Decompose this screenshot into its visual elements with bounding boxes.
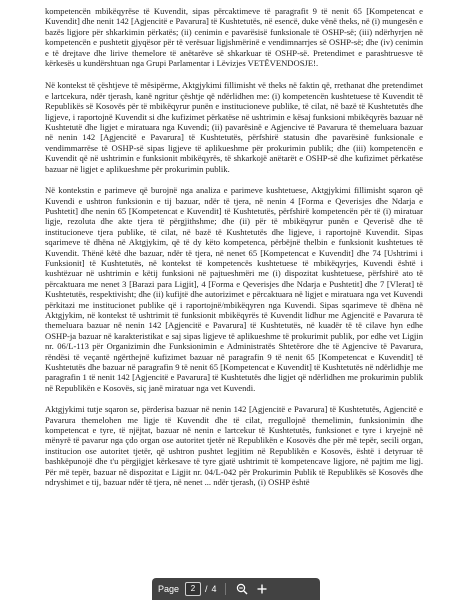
paragraph: Në kontekst të çështjeve të mësipërme, Aktgjykimi fillimisht vë theks në faktin që, rrethanat dhe pretendimet e lartcekura, ndër tjerash, kanë ngritur çështje që ndërlidhen me: (i) kompetencën kushtetuese të Kuvendit të Republikës së Kosovës për të mbikëqyrur punën e institucioneve publike, të cilat, në bazë të Kushtetutës dhe ligjeve, i raportojnë Kuvendit si dhe kufizimet përkatëse në ushtrimin e kësaj funksioni mbikëqyrës bazuar në Kushtetutë dhe ligjet e miratuara nga Kuvendi; (ii) pavarësinë e Agjencive të Pavarura të themeluara bazuar në nenin 142 [Agjencitë e Pavarura] të Kushtetutës, përfshirë statusin dhe pavarësinë funksionale e vendimmarrëse të OSHP-së sipas ligjeve të aplikueshme për prokurimin publik; dhe (iii) kompetencën e Kuvendit që në ushtrimin e funksionit mbikëqyrës, të shkarkojë anëtarët e OSHP-së dhe kufizimet përkatëse bazuar në ligjet e aplikueshme për prokurimin publik.: [45, 80, 423, 174]
page-label: Page: [158, 584, 180, 594]
zoom-in-icon: [256, 583, 268, 595]
zoom-in-button[interactable]: [254, 581, 270, 597]
document-body: [45, 6, 423, 498]
current-page-input[interactable]: 2: [185, 582, 201, 596]
paragraph: Në kontekstin e parimeve që burojnë nga analiza e parimeve kushtetuese, Aktgjykimi fillimisht sqaron që Kuvendi e ushtron funksionin e tij bazuar, ndër të tjera, në nenin 4 [Forma e Qeverisjes dhe Ndarja e Pushtetit] dhe nenin 65 [Kompetencat e Kuvendit] të Kushtetutës, përfshirë kompetencën për të (i) miratuar ligje, rezoluta dhe akte tjera të përgjithshme; dhe (ii) për të mbikëqyrur punën e Qeverisë dhe të institucioneve tjera publike, të cilat, në bazë të Kushtetutës dhe ligjeve, i raportojnë Kuvendit. Sipas sqarimeve të dhëna në Aktgjykim, që të dy këto kompetenca, përbëjnë thelbin e funksionit kushtetues të Kuvendit. Thënë këtë dhe bazuar, ndër të tjera, në nenet 65 [Kompetencat e Kuvendit] dhe 74 [Ushtrimi i Funksionit] të Kushtetutës, në kontekst të kompetencës kushtetuese të mbikëqyrjes, Kuvendi është i kushtëzuar në ushtrimin e këtij funksioni në pajtueshmëri me (i) dispozitat kushtetuese, përfshirë ato të përcaktuara me nenet 3 [Barazi para Ligjit], 4 [Forma e Qeverisjes dhe Ndarja e Pushtetit] dhe 7 [Vlerat] të Kushtetutës, respektivisht; dhe (ii) kufijtë dhe autorizimet e përcaktuara në ligjet e miratuara nga vet Kuvendi përkitazi me institucionet publike që i raportojnë/mbikëqyren nga Kuvendi. Sipas sqarimeve të dhëna në Aktgjykim, në kontekst të ushtrimit të funksionit mbikëqyrës të Kuvendit lidhur me Agjencitë e Pavarura të themeluara bazuar në nenin 142 [Agjencitë e Pavarura] të Kushtetutës, në kuadër të të cilave hyn edhe OSHP-ja bazuar në karakteristikat e saj sipas ligjeve të aplikueshme të prokurimit publik, por edhe vet Ligjin nr. 06/L-113 për Organizimin dhe Funksionimin e Administratës Shtetërore dhe të Agjencive të Pavarura, rëndësi të veçantë ngërthejnë kufizimet bazuar në paragrafin 9 të nenit 65 [Kompetencat e Kuvendit] të Kushtetutës dhe bazuar në paragrafin 9 të nenit 65 [Kompetencat e Kuvendit] të Kushtetutës në ndërlidhje me paragrafin 1 të nenit 142 [Agjencitë e Pavarura] të Kushtetutës dhe ligjet që ndërlidhen me prokurimin publik në Republikën e Kosovës, siç janë miratuar nga vet Kuvendi.: [45, 185, 423, 393]
page-separator: /: [205, 584, 208, 594]
toolbar-divider: [225, 583, 226, 595]
paragraph: kompetencën mbikëqyrëse të Kuvendit, sipas përcaktimeve të paragrafit 9 të nenit 65 [Kompetencat e Kuvendit] dhe nenit 142 [Agjencitë e Pavarura] të Kushtetutës, në esencë, duke vënë theks, në (i) mungesën e bazës ligjore për shkarkimin përkatës; (ii) cenimin e pavarësisë funksionale të OSHP-së; (iii) ndërhyrjen në kompetencën e pushtetit gjyqësor për të verësuar ligjshmërinë e vendimnarrjes së OSHP-së; dhe (iv) cenimin e të drejtave dhe lirive themelore të anëtarëve së shkarkuar të OSHP-së. Pretendimet e parashtruesve të kërkesës u kundërshtuan nga Grupi Parlamentar i Lëvizjes VETËVENDOSJE!.: [45, 6, 423, 69]
zoom-out-icon: [236, 583, 248, 595]
pdf-viewer-toolbar: [152, 578, 320, 600]
total-pages: 4: [211, 584, 217, 594]
zoom-out-button[interactable]: [234, 581, 250, 597]
paragraph: Aktgjykimi tutje sqaron se, përderisa bazuar në nenin 142 [Agjencitë e Pavarura] të Kushtetutës, Agjencitë e Pavarura themelohen me ligje të Kuvendit dhe të cilat, rregullojnë themelimin, funksionimin dhe kompetencat e tyre, të njëjtat, bazuar në nenin e lartcekur të Kushtetutës, funksionet e tyre i kryejnë në mënyrë të pavarur nga çdo organ ose autoritet tjetër në Republikën e Kosovës dhe për më tepër, secili organ, institucion ose autoritet tjetër, që ushtron pushtet legjitim në Republikën e Kosovës, është i detyruar të bashkëpunojë dhe t'u përgjigjet kërkesave të tyre gjatë ushtrimit të kompetencave ligjore, në pajtim me ligj. Për më tepër, bazuar në dispozitat e Ligjit nr. 04/L-042 për Prokurimin Publik të Republikës së Kosovës dhe ndryshimet e tij, bazuar ndër të tjera, në nenet ... ndër tjerash, (i) OSHP është: [45, 404, 423, 488]
